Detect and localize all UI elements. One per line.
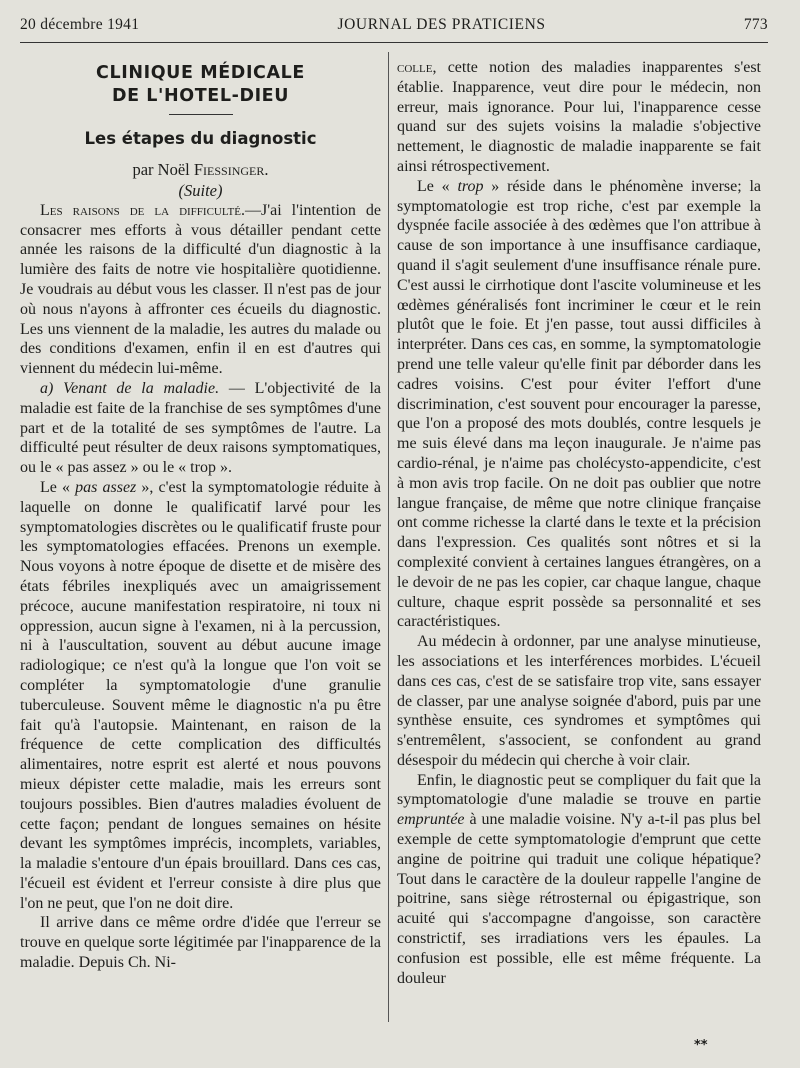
paragraph-text: Il arrive dans ce même ordre d'idée que l'erreur se trouve en quelque sorte légitimée par l'inapparence de la maladie. Depuis Ch. Ni-	[20, 914, 381, 972]
header-page-number: 773	[743, 16, 768, 33]
emphasis-term: empruntée	[397, 811, 465, 829]
emphasis-term: pas assez	[75, 478, 137, 496]
section-title-line-1: CLINIQUE MÉDICALE	[96, 63, 305, 83]
paragraph-text: — L'objectivité de la maladie est faite de la franchise de ses symptômes d'une part et de la totalité de ses symptômes de l'autre. La difficulté peut résulter de deux raisons symptomatiques, ou le « pas assez » ou le « trop ».	[20, 379, 381, 477]
paragraph	[397, 177, 761, 632]
paragraph	[20, 379, 381, 478]
author-name: Fiessinger.	[193, 159, 269, 179]
continuation-note: (Suite)	[178, 180, 223, 200]
paragraph-text: Enfin, le diagnostic peut se compliquer du fait que la symptomatologie d'une maladie se trouve en partie	[397, 771, 761, 809]
paragraph-text: », c'est la symptomatologie réduite à laquelle on donne le qualificatif larvé pour les symptomatologies discrètes ou le qualificatif fruste pour les symptomatologies effacées. Prenons un exemple. Nous voyons à notre époque de disette et de misère des états fébriles inexpliqués avec un amaigrissement précoce, aucune manifestation respiratoire, ni toux ni oppression, aucun signe à l'examen, ni à la percussion, ni à l'auscultation, souvent au début aucune image radiologique; ce n'est qu'à la longue que l'on voit se compléter la symptomatologie d'une granulie tuberculeuse. Souvent même le diagnostic n'a pu être fait qu'à l'autopsie. Maintenant, en raison de la fréquence de cette complication des difficultés alimentaires, notre esprit est alerté et nous pouvons mieux dépister cette maladie, mais les erreurs sont toujours possibles. Bien d'autres maladies évoluent de cette façon; pendant de longues semaines on hésite devant les symptômes imprécis, incomplets, variables, la maladie s'entoure d'un épais brouillard. Dans ces cas, l'écueil est évident et l'erreur consiste à dire plus que l'on ne peut, que l'on ne doit dire.	[20, 478, 381, 912]
section-title	[20, 62, 381, 108]
paragraph-text: Le «	[417, 177, 458, 195]
paragraph-lead: Les raisons de la difficulté.	[40, 201, 245, 219]
paragraph	[20, 201, 381, 379]
header-date: 20 décembre 1941	[20, 16, 140, 33]
paragraph-text: Au médecin à ordonner, par une analyse minutieuse, les associations et les interférences morbides. L'écueil dans ces cas, c'est de se satisfaire trop vite, sans essayer de classer, par une analyse soignée d'abord, puis par une synthèse ensuite, ces syndromes et symptômes qui s'entremêlent, s'associent, se confondent au grand désespoir du médecin qui cherche à voir clair.	[397, 633, 761, 769]
section-title-line-2: DE L'HOTEL-DIEU	[111, 86, 290, 106]
paragraph-text: , cette notion des maladies inapparentes s'est établie. Inapparence, veut dire pour le médecin, non erreur, mais ignorance. Pour lui, l'inapparence cesse quand sur des sujets voisins la maladie s'objective nettement, le diagnostic de maladie inapparente se fait ainsi rétrospectivement.	[397, 59, 761, 175]
paragraph-text: —J'ai l'intention de consacrer mes efforts à vous détailler pendant cette année les raisons de la difficulté d'un diagnostic à la lumière des faits de notre vie hospitalière quotidienne. Je voudrais au début vous les classer. Il n'est pas de jour où nous n'ayons à affronter ces écueils du diagnostic. Les uns viennent de la maladie, les autres du malade ou des conditions d'examen, enfin il en est d'autres qui viennent du médecin lui-même.	[20, 201, 381, 378]
article-title: Les étapes du diagnostic	[84, 129, 317, 148]
paragraph	[20, 478, 381, 914]
paragraph	[397, 58, 761, 177]
header-journal-title: JOURNAL DES PRATICIENS	[337, 16, 546, 33]
paragraph	[20, 913, 381, 972]
left-column	[20, 58, 381, 1038]
running-head	[20, 16, 768, 43]
paragraph-text: » réside dans le phénomène inverse; la symptomatologie est trop riche, c'est par exemple la dyspnée facile associée à des œdèmes que l'on attribue à cause de son importance à une insuffisance cardiaque, quand il s'agit seulement d'une insuffisance rénale pure. C'est aussi le cirrhotique dont l'ascite volumineuse et les œdèmes généralisés font incriminer le cœur et le rein plutôt que le foie. Et j'en passe, tout aussi difficiles à interpréter. Dans ces cas, en somme, la symptomatologie prend une telle valeur qu'elle finit par déborder dans les cadres voisins. C'est pour éviter l'effort d'une discrimination, c'est souvent pour encourager la paresse, que l'on a proposé des mots doublés, contre lesquels je me suis élevé dans ma leçon inaugurale. Je n'aime pas cardio-rénal, je n'aime pas cholécysto-appendicite, c'est à mon avis trop facile. On ne doit pas oublier que notre langue française, de même que notre clinique française ont comme richesse la clarté dans le texte et la précision dans l'expression. Ces qualités sont nôtres et si la complexité convient à certaines langues étrangères, on a le devoir de ne pas les copier, car chaque langue, chaque culture, chaque esprit possède sa personnalité et ses caractéristiques.	[397, 177, 761, 631]
footer-mark: **	[694, 1038, 708, 1053]
paragraph-lead: colle	[397, 59, 433, 76]
paragraph-text: Le «	[40, 478, 76, 496]
column-divider	[388, 52, 389, 1022]
emphasis-term: trop	[457, 177, 484, 195]
byline-prefix: par Noël	[132, 159, 190, 179]
paragraph-text: à une maladie voisine. N'y a-t-il pas plus bel exemple de cette symptomatologie d'emprunt que cette angine de poitrine qui traduit une colique hépatique? Tout dans le caractère de la douleur rappelle l'angine de poitrine, sans siège rétrosternal ou épigastrique, son acuité qui s'accompagne d'angoisse, son caractère constrictif, ses irradiations vers les épaules. La confusion est possible, elle est même fréquente. La douleur	[397, 811, 761, 987]
right-column	[397, 58, 761, 1038]
title-rule	[169, 114, 233, 115]
paragraph	[397, 632, 761, 771]
byline	[20, 159, 381, 180]
subsection-heading: a) Venant de la maladie.	[40, 379, 220, 397]
paragraph	[397, 771, 761, 989]
